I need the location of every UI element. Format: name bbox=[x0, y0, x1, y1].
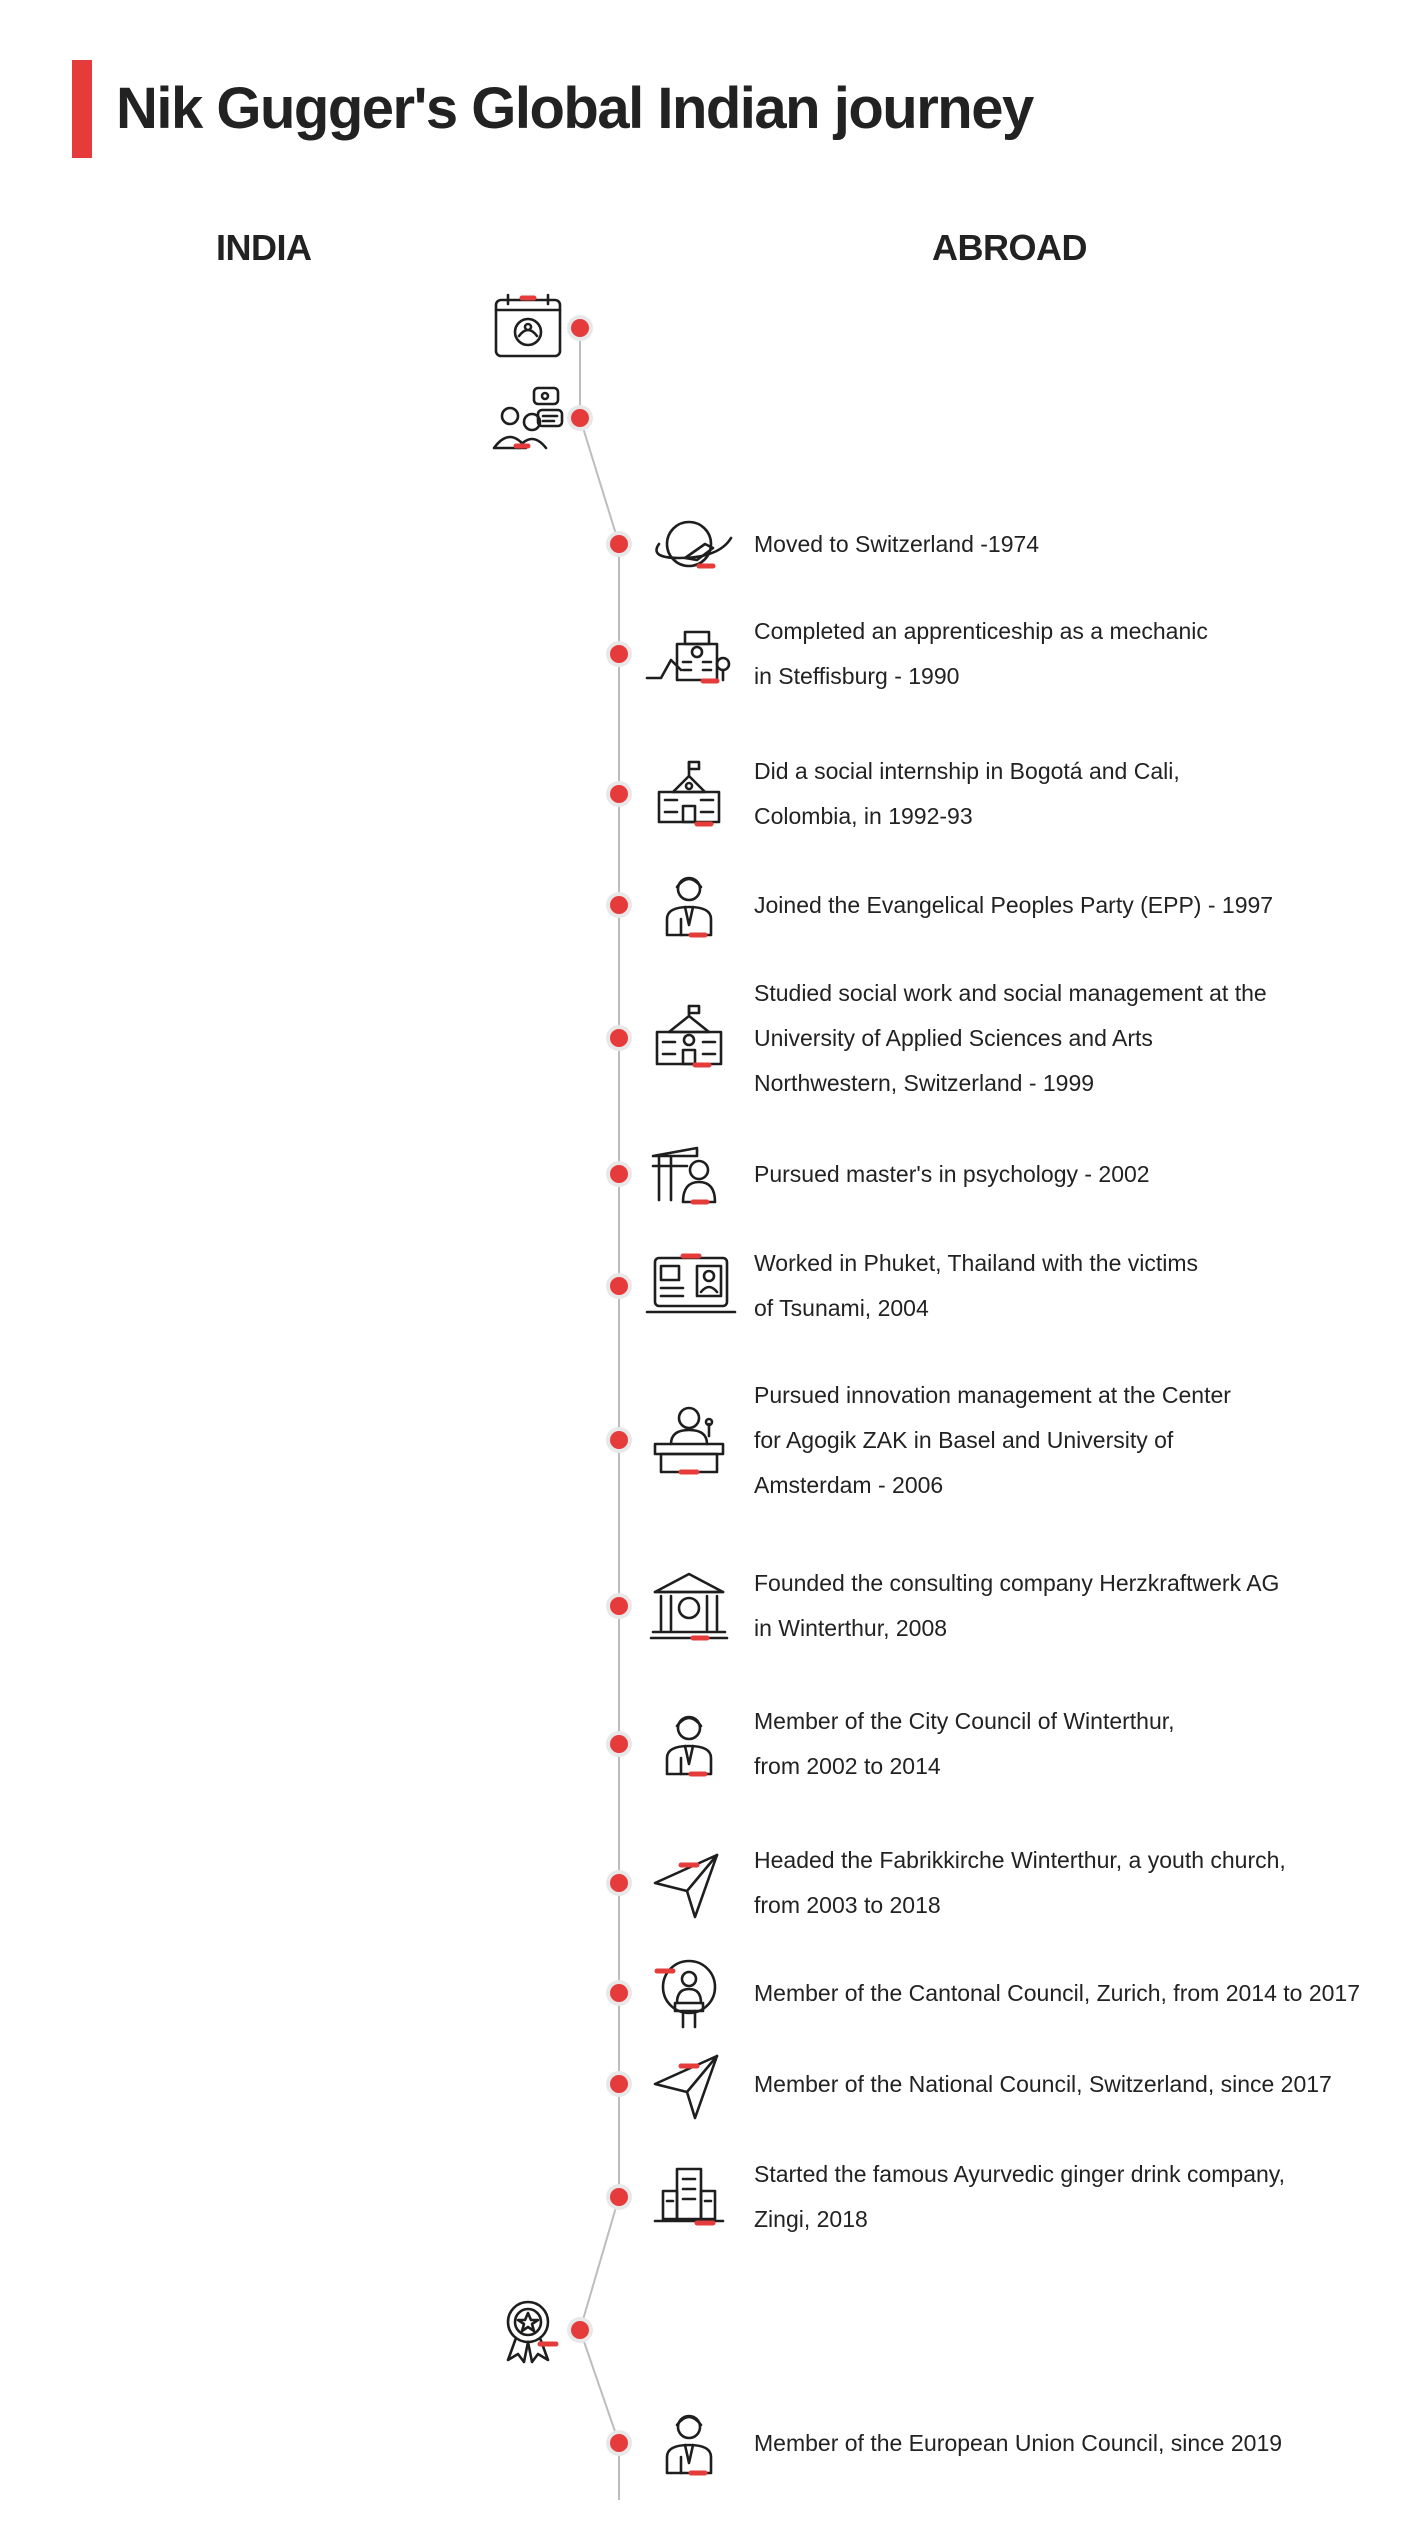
column-heading-abroad: ABROAD bbox=[932, 227, 1087, 268]
timeline-dot bbox=[606, 531, 632, 557]
event-text-line: Headed the Fabrikkirche Winterthur, a youth church, bbox=[754, 1847, 1286, 1873]
timeline-dot bbox=[606, 1593, 632, 1619]
timeline-dot bbox=[606, 2071, 632, 2097]
event-text-line: Amsterdam - 2006 bbox=[754, 1471, 944, 1498]
event-text-line: Member of the City Council of Winterthur, bbox=[754, 1708, 1175, 1734]
event-description bbox=[754, 2421, 1394, 2466]
person-tie-icon bbox=[647, 869, 731, 941]
event-description bbox=[754, 1241, 1394, 1331]
timeline-segment bbox=[580, 418, 619, 544]
timeline-dot bbox=[606, 892, 632, 918]
timeline-dot bbox=[606, 1161, 632, 1187]
event-text-line: Pursued master's in psychology - 2002 bbox=[754, 1160, 1150, 1187]
timeline-segment bbox=[580, 2197, 619, 2330]
event-text-line: Pursued innovation management at the Center bbox=[754, 1381, 1231, 1408]
person-tie-icon bbox=[647, 1708, 731, 1780]
people-chat-icon bbox=[488, 382, 572, 454]
paper-plane-icon bbox=[647, 2048, 731, 2120]
timeline-dot bbox=[606, 781, 632, 807]
event-text-line: from 2003 to 2018 bbox=[754, 1892, 941, 1918]
event-description bbox=[754, 1152, 1394, 1197]
event-text-line: Member of the Cantonal Council, Zurich, from 2014 to 2017 bbox=[754, 1979, 1360, 2006]
event-description bbox=[754, 1699, 1394, 1789]
globe-plane-icon bbox=[647, 508, 731, 580]
event-description bbox=[754, 1561, 1394, 1651]
event-text-line: Zingi, 2018 bbox=[754, 2206, 868, 2232]
institution-icon bbox=[647, 1570, 731, 1642]
page-title: Nik Gugger's Global Indian journey bbox=[116, 76, 1033, 141]
timeline-dot bbox=[606, 1427, 632, 1453]
event-text-line: Studied social work and social management at the bbox=[754, 979, 1267, 1006]
office-building-icon bbox=[647, 2161, 731, 2233]
event-description bbox=[754, 1838, 1394, 1928]
award-badge-icon bbox=[488, 2294, 572, 2366]
town-building-icon bbox=[647, 618, 731, 690]
baby-calendar-icon bbox=[488, 292, 572, 364]
timeline-dot bbox=[606, 1980, 632, 2006]
timeline-dot bbox=[606, 1731, 632, 1757]
timeline-dot bbox=[606, 1025, 632, 1051]
event-text-line: Founded the consulting company Herzkraftwerk AG bbox=[754, 1570, 1280, 1596]
school-icon bbox=[647, 758, 731, 830]
person-tie-icon bbox=[647, 2407, 731, 2479]
laptop-profile-icon bbox=[647, 1250, 731, 1322]
student-building-icon bbox=[647, 1138, 731, 1210]
paper-plane-icon bbox=[647, 1847, 731, 1919]
event-text-line: Northwestern, Switzerland - 1999 bbox=[754, 1069, 1095, 1096]
university-icon bbox=[647, 1002, 731, 1074]
event-text-line: Colombia, in 1992-93 bbox=[754, 803, 973, 829]
column-heading-india: INDIA bbox=[216, 227, 312, 268]
event-text-line: from 2002 to 2014 bbox=[754, 1753, 941, 1779]
event-text-line: Moved to Switzerland -1974 bbox=[754, 530, 1040, 557]
event-description bbox=[754, 609, 1394, 699]
event-text-line: University of Applied Sciences and Arts bbox=[754, 1024, 1153, 1051]
timeline-dot bbox=[606, 641, 632, 667]
event-description bbox=[754, 971, 1394, 1106]
event-text-line: in Steffisburg - 1990 bbox=[754, 663, 960, 689]
timeline-dot bbox=[606, 1273, 632, 1299]
event-text-line: Joined the Evangelical Peoples Party (EPP) - 1997 bbox=[754, 891, 1274, 918]
event-description bbox=[754, 2152, 1394, 2242]
timeline-dot bbox=[606, 2184, 632, 2210]
event-text-line: in Winterthur, 2008 bbox=[754, 1615, 948, 1641]
event-text-line: Worked in Phuket, Thailand with the victims bbox=[754, 1250, 1199, 1276]
event-description bbox=[754, 1373, 1394, 1508]
event-description bbox=[754, 2062, 1394, 2107]
speaker-podium-icon bbox=[647, 1404, 731, 1476]
event-text-line: Completed an apprenticeship as a mechanic bbox=[754, 618, 1208, 644]
event-description bbox=[754, 1971, 1394, 2016]
event-text-line: of Tsunami, 2004 bbox=[754, 1295, 929, 1321]
person-lectern-icon bbox=[647, 1957, 731, 2029]
timeline-dot bbox=[606, 2430, 632, 2456]
event-text-line: for Agogik ZAK in Basel and University of bbox=[754, 1426, 1174, 1453]
timeline-dot bbox=[606, 1870, 632, 1896]
event-description bbox=[754, 522, 1394, 567]
event-text-line: Member of the National Council, Switzerland, since 2017 bbox=[754, 2070, 1332, 2097]
event-description bbox=[754, 749, 1394, 839]
event-text-line: Member of the European Union Council, since 2019 bbox=[754, 2429, 1283, 2456]
event-text-line: Started the famous Ayurvedic ginger drink company, bbox=[754, 2161, 1285, 2187]
timeline-segment bbox=[580, 2330, 619, 2443]
event-text-line: Did a social internship in Bogotá and Cali, bbox=[754, 758, 1180, 784]
event-description bbox=[754, 883, 1394, 928]
